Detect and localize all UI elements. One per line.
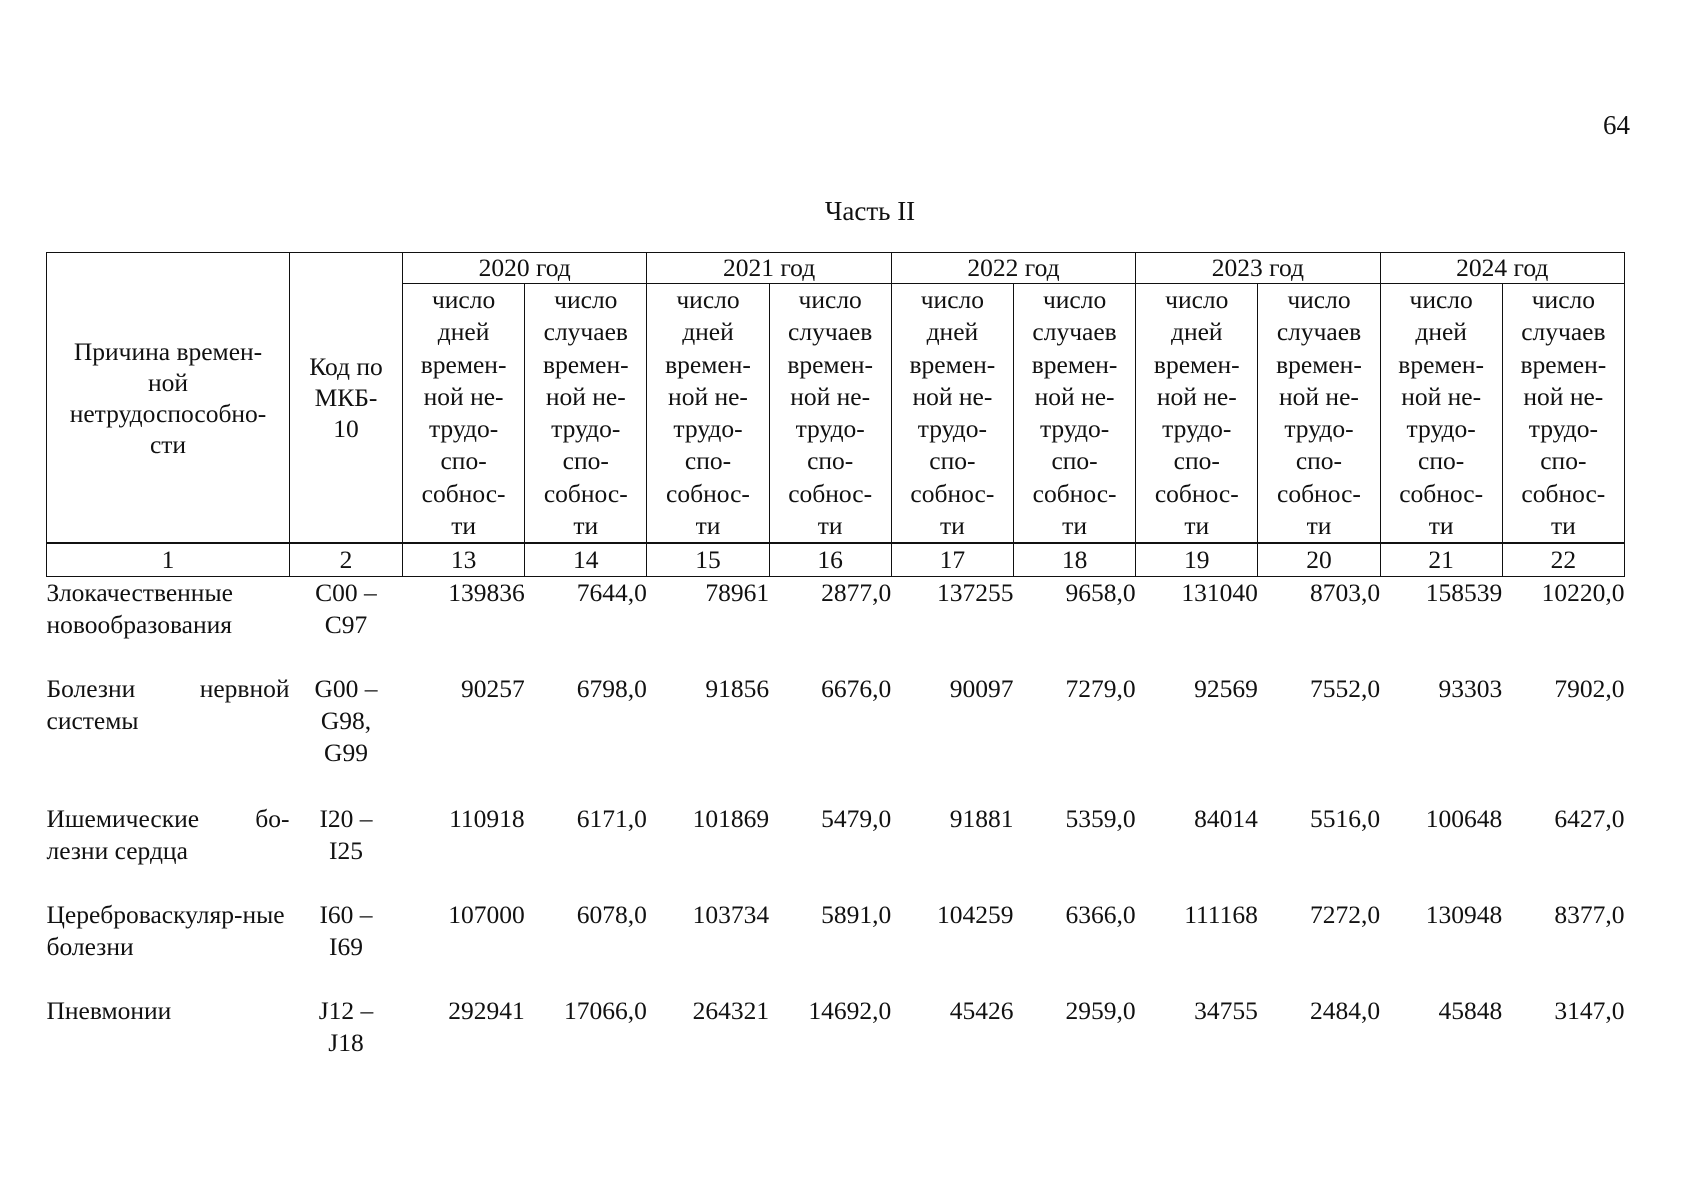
cause-cell: Болезни нервной системы <box>46 674 290 736</box>
value-cell: 10220,0 <box>1541 578 1625 608</box>
value-cell: 8703,0 <box>1309 578 1381 608</box>
table-row <box>47 577 1625 674</box>
value-cell: 6078,0 <box>576 900 647 930</box>
header-days: число дней времен- ной не- трудо- спо- собнос- ти <box>1136 284 1258 544</box>
value-cell: 158539 <box>1425 578 1503 608</box>
value-cell: 2484,0 <box>1309 996 1381 1026</box>
value-cell: 14692,0 <box>808 996 892 1026</box>
value-cell: 91856 <box>705 674 770 704</box>
value-cell: 6798,0 <box>576 674 647 704</box>
column-number: 22 <box>1502 543 1624 577</box>
value-cell: 45426 <box>949 996 1014 1026</box>
code-cell: I20 – I25 <box>319 804 373 866</box>
header-year-2022: 2022 год <box>891 253 1135 284</box>
part-title: Часть II <box>824 196 916 226</box>
value-cell: 34755 <box>1194 996 1258 1026</box>
code-cell: I60 – I69 <box>319 900 373 962</box>
column-number: 1 <box>47 543 290 577</box>
column-number: 20 <box>1258 543 1380 577</box>
column-number: 16 <box>769 543 891 577</box>
cause-cell: Ишемические бо-лезни сердца <box>46 804 290 866</box>
header-code: Код по МКБ- 10 <box>290 253 403 544</box>
header-cases: число случаев времен- ной не- трудо- спо- собнос- ти <box>769 284 891 544</box>
value-cell: 2877,0 <box>821 578 892 608</box>
header-days: число дней времен- ной не- трудо- спо- собнос- ти <box>647 284 769 544</box>
header-year-2020: 2020 год <box>403 253 647 284</box>
code-cell: C00 – C97 <box>315 578 377 640</box>
header-cases: число случаев времен- ной не- трудо- спо- собнос- ти <box>1013 284 1135 544</box>
value-cell: 103734 <box>692 900 770 930</box>
value-cell: 6427,0 <box>1554 804 1625 834</box>
value-cell: 111168 <box>1184 900 1258 930</box>
value-cell: 6171,0 <box>576 804 647 834</box>
value-cell: 45848 <box>1438 996 1503 1026</box>
value-cell: 264321 <box>692 996 770 1026</box>
header-cause: Причина времен- ной нетрудоспособно- сти <box>47 253 290 544</box>
value-cell: 8377,0 <box>1554 900 1625 930</box>
column-number: 13 <box>403 543 525 577</box>
value-cell: 93303 <box>1438 674 1503 704</box>
cause-cell: Цереброваскуляр-ные болезни <box>46 900 285 962</box>
value-cell: 7552,0 <box>1309 674 1381 704</box>
value-cell: 104259 <box>936 900 1014 930</box>
code-cell: G00 – G98, G99 <box>314 674 378 768</box>
column-number: 2 <box>290 543 403 577</box>
column-number: 21 <box>1380 543 1502 577</box>
page-number: 64 <box>1603 110 1630 140</box>
column-number: 15 <box>647 543 769 577</box>
header-cases: число случаев времен- ной не- трудо- спо- собнос- ти <box>525 284 647 544</box>
column-number: 18 <box>1013 543 1135 577</box>
header-year-2023: 2023 год <box>1136 253 1380 284</box>
header-cases: число случаев времен- ной не- трудо- спо- собнос- ти <box>1258 284 1380 544</box>
value-cell: 5359,0 <box>1065 804 1136 834</box>
table-row <box>47 673 1625 803</box>
value-cell: 90257 <box>460 674 525 704</box>
value-cell: 5479,0 <box>821 804 892 834</box>
value-cell: 107000 <box>448 900 525 930</box>
value-cell: 130948 <box>1425 900 1503 930</box>
header-year-2024: 2024 год <box>1380 253 1624 284</box>
table-row <box>47 995 1625 1085</box>
header-days: число дней времен- ной не- трудо- спо- собнос- ти <box>403 284 525 544</box>
value-cell: 5891,0 <box>821 900 892 930</box>
value-cell: 6366,0 <box>1065 900 1136 930</box>
value-cell: 92569 <box>1194 674 1258 704</box>
value-cell: 3147,0 <box>1554 996 1625 1026</box>
value-cell: 292941 <box>448 996 525 1026</box>
value-cell: 137255 <box>936 578 1014 608</box>
header-cases: число случаев времен- ной не- трудо- спо- собнос- ти <box>1502 284 1624 544</box>
column-number: 14 <box>525 543 647 577</box>
value-cell: 17066,0 <box>564 996 647 1026</box>
table-row <box>47 803 1625 899</box>
header-days: число дней времен- ной не- трудо- спо- собнос- ти <box>891 284 1013 544</box>
value-cell: 2959,0 <box>1065 996 1136 1026</box>
cause-cell: Пневмонии <box>46 996 172 1026</box>
value-cell: 7644,0 <box>576 578 647 608</box>
value-cell: 139836 <box>448 578 525 608</box>
code-cell: J12 – J18 <box>318 996 374 1058</box>
header-days: число дней времен- ной не- трудо- спо- собнос- ти <box>1380 284 1502 544</box>
value-cell: 84014 <box>1194 804 1258 834</box>
table-row <box>47 899 1625 995</box>
value-cell: 101869 <box>692 804 770 834</box>
value-cell: 90097 <box>949 674 1014 704</box>
cause-cell: Злокачественные новообразования <box>46 578 233 640</box>
value-cell: 131040 <box>1181 578 1258 608</box>
value-cell: 7279,0 <box>1065 674 1136 704</box>
value-cell: 6676,0 <box>821 674 892 704</box>
value-cell: 5516,0 <box>1309 804 1381 834</box>
header-year-2021: 2021 год <box>647 253 891 284</box>
column-number: 19 <box>1136 543 1258 577</box>
value-cell: 91881 <box>949 804 1014 834</box>
value-cell: 78961 <box>705 578 770 608</box>
value-cell: 9658,0 <box>1065 578 1136 608</box>
statistics-table <box>46 252 1625 1085</box>
value-cell: 110918 <box>449 804 525 834</box>
column-number: 17 <box>891 543 1013 577</box>
value-cell: 100648 <box>1425 804 1503 834</box>
value-cell: 7272,0 <box>1309 900 1381 930</box>
value-cell: 7902,0 <box>1554 674 1625 704</box>
